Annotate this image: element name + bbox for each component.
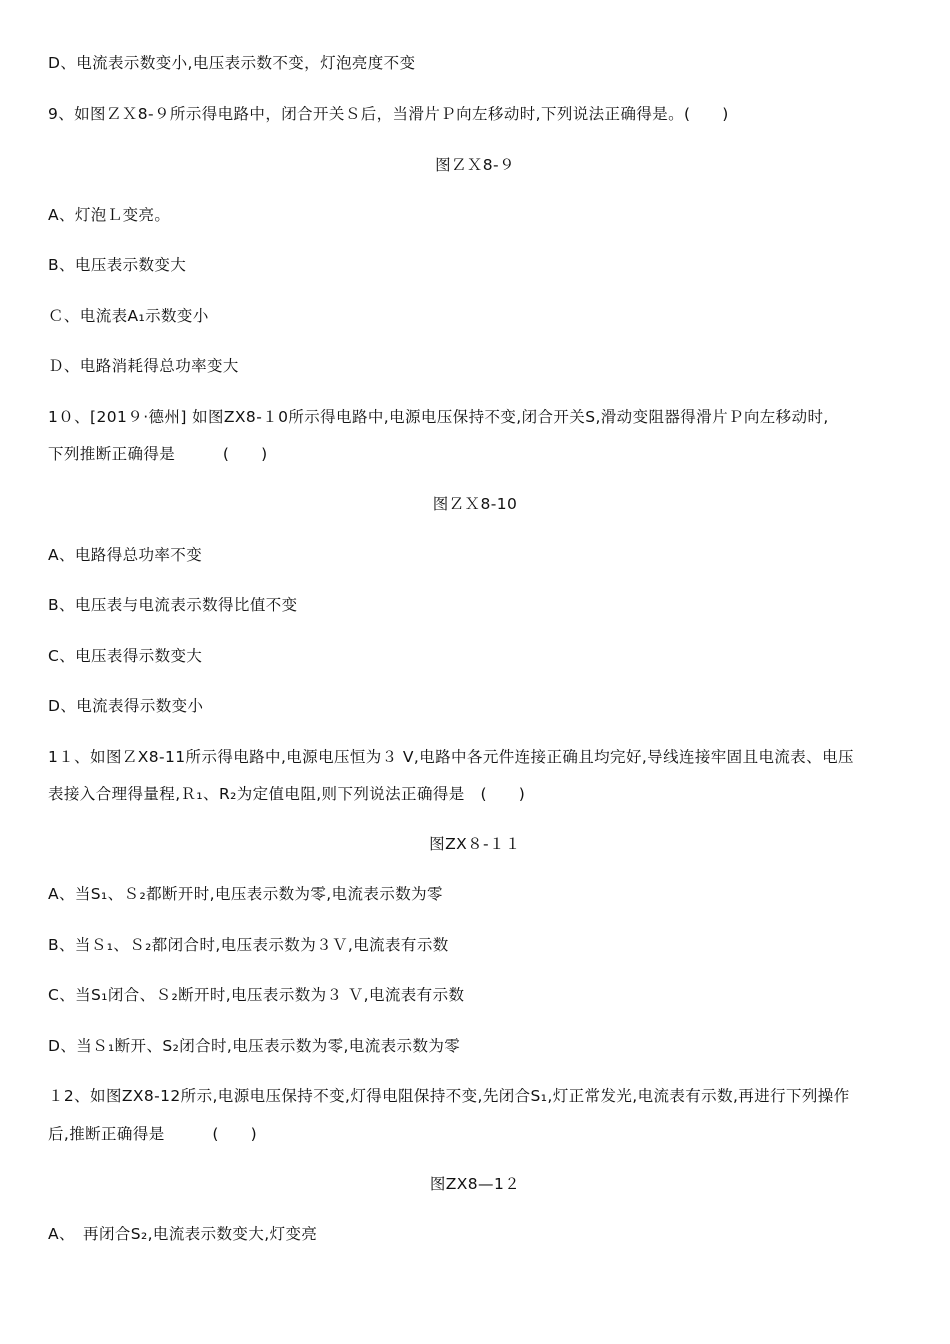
q11-question-line2: 表接入合理得量程,Ｒ₁、R₂为定值电阻,则下列说法正确得是 ( ) [48,785,526,803]
figure-caption: 图ＺＸ8-９ [435,156,515,174]
q12-question-line2: 后,推断正确得是 ( ) [48,1125,258,1143]
q11-option-d: D、当Ｓ₁断开、S₂闭合时,电压表示数为零,电流表示数为零 [48,1037,461,1055]
q10-question-line1: 1０、[201９·德州] 如图ZX8-１0所示得电路中,电源电压保持不变,闭合开关S,滑动变阻器得滑片Ｐ向左移动时, [48,408,829,426]
q9-option-a: A、灯泡Ｌ变亮。 [48,206,171,224]
figure-caption: 图ZX８-１１ [429,835,521,853]
q9-question: 9、如图ＺＸ8-９所示得电路中，闭合开关Ｓ后，当滑片Ｐ向左移动时,下列说法正确得是。( ) [48,105,729,123]
q10-option-b: B、电压表与电流表示数得比值不变 [48,596,298,614]
q10-option-d: D、电流表得示数变小 [48,697,204,715]
q8-option-d: D、电流表示数变小,电压表示数不变，灯泡亮度不变 [48,54,416,72]
q10-question-line2: 下列推断正确得是 ( ) [48,445,268,463]
figure-caption: 图ZX8—1２ [429,1175,521,1193]
q10-option-a: A、电路得总功率不变 [48,546,203,564]
q9-option-b: B、电压表示数变大 [48,256,187,274]
q9-option-d: Ｄ、电路消耗得总功率变大 [48,357,239,375]
q11-question-line1: 1１、如图ＺX8-11所示得电路中,电源电压恒为３ V,电路中各元件连接正确且均完好,导线连接牢固且电流表、电压 [48,748,854,766]
q11-option-b: B、当Ｓ₁、Ｓ₂都闭合时,电压表示数为３Ｖ,电流表有示数 [48,936,449,954]
q10-option-c: C、电压表得示数变大 [48,647,203,665]
q12-question-line1: １2、如图ZX8-12所示,电源电压保持不变,灯得电阻保持不变,先闭合S₁,灯正常发光,电流表有示数,再进行下列操作 [48,1087,850,1105]
q11-option-c: C、当S₁闭合、Ｓ₂断开时,电压表示数为３ Ｖ,电流表有示数 [48,986,465,1004]
q12-option-a: A、 再闭合S₂,电流表示数变大,灯变亮 [48,1225,318,1243]
q11-option-a: A、当S₁、Ｓ₂都断开时,电压表示数为零,电流表示数为零 [48,885,443,903]
figure-caption: 图ＺＸ8-10 [432,495,518,513]
q9-option-c: Ｃ、电流表A₁示数变小 [48,307,209,325]
